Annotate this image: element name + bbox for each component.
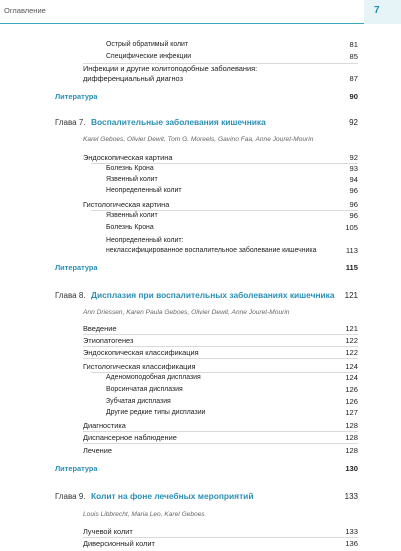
divider [83,431,358,432]
toc-entry-title: Зубчатая дисплазия [106,398,171,405]
toc-entry-page: 92 [349,118,358,127]
toc-entry-page: 96 [349,200,358,209]
page-number: 7 [374,5,380,16]
toc-entry-title: Язвенный колит [106,176,158,183]
header-rule [0,23,364,24]
toc-entry-title: Аденомоподобная дисплазия [106,374,201,381]
chapter-heading[interactable] [0,492,401,504]
page-header [0,0,401,24]
chapter-authors [0,510,401,522]
toc-entry-page: 133 [345,527,358,536]
toc-entry-page: 94 [349,175,358,184]
divider [83,334,358,335]
toc-entry-title: Диверсионный колит [83,539,155,548]
toc-entry-page: 121 [344,291,358,300]
toc-entry[interactable] [0,211,401,223]
toc-literature[interactable] [0,92,401,104]
toc-entry-title: Лечение [83,446,112,455]
toc-entry-title: Гистологическая картина [83,200,170,209]
toc-entry-title: Эндоскопическая картина [83,153,173,162]
page-number-badge [364,0,401,24]
toc-entry[interactable] [0,40,401,52]
toc-entry-page: 87 [349,74,358,83]
toc-entry-title: Неопределенный колит [106,187,182,194]
toc-entry[interactable] [0,539,401,551]
toc-entry-page: 92 [349,153,358,162]
divider [83,358,358,359]
chapter-heading[interactable] [0,118,401,130]
toc-entry-title: Диспансерное наблюдение [83,433,177,442]
toc-entry-page: 136 [345,539,358,548]
toc-entry-title: Ворсинчатая дисплазия [106,386,183,393]
toc-entry[interactable] [0,373,401,385]
toc-entry[interactable] [0,385,401,397]
toc-entry[interactable] [0,74,401,86]
toc-entry[interactable] [0,186,401,198]
toc-entry-title: Литература [55,263,98,272]
toc-literature[interactable] [0,263,401,275]
toc-entry-page: 128 [345,421,358,430]
toc-entry-page: 128 [345,433,358,442]
toc-entry-title: дифференциальный диагноз [83,74,183,83]
toc-entry-title: Гистологическая классификация [83,362,196,371]
toc-entry-page: 128 [345,446,358,455]
authors-text: Ann Driessen, Karen Paula Geboes, Olivier Dewit, Anne Jouret-Mourin [83,309,290,316]
toc-entry[interactable] [0,408,401,420]
toc-entry-page: 124 [345,362,358,371]
toc-entry-page: 96 [349,211,358,220]
divider [83,346,358,347]
chapter-title: Дисплазия при воспалительных заболеваниях кишечника [91,290,335,300]
toc-entry-page: 133 [344,492,358,501]
toc-entry-page: 121 [345,324,358,333]
toc-entry-title: Острый обратимый колит [106,41,189,48]
divider [83,537,358,538]
toc-entry-title: Специфические инфекции [106,53,192,60]
toc-entry-page: 127 [345,408,358,417]
toc-entry-page: 81 [349,40,358,49]
toc-entry-title: Инфекции и другие колитоподобные заболевания: [83,64,258,73]
toc-entry[interactable] [0,246,401,258]
toc-entry-title: Литература [55,464,98,473]
toc-entry-title: Болезнь Крона [106,224,154,231]
divider [83,443,358,444]
toc-literature[interactable] [0,464,401,476]
toc-entry-page: 124 [345,373,358,382]
toc-entry-page: 130 [345,464,358,473]
chapter-label: Глава 8. [55,291,86,300]
toc-entry-page: 115 [345,263,358,272]
chapter-title: Колит на фоне лечебных мероприятий [91,491,254,501]
chapter-label: Глава 9. [55,492,86,501]
toc-entry[interactable] [0,223,401,235]
chapter-authors [0,135,401,147]
chapter-label: Глава 7. [55,118,86,127]
toc-entry[interactable] [0,446,401,458]
toc-entry-page: 122 [345,336,358,345]
toc-entry-title: Лучевой колит [83,527,133,536]
toc-entry-title: Этиопатогенез [83,336,134,345]
toc-entry-title: Другие редкие типы дисплазии [106,409,206,416]
toc-entry-title: Диагностика [83,421,126,430]
toc-entry-page: 93 [349,164,358,173]
toc-entry-page: 90 [349,92,358,101]
chapter-authors [0,308,401,320]
toc-entry-title: Болезнь Крона [106,165,154,172]
toc-entry-title: Эндоскопическая классификация [83,348,199,357]
toc-entry-page: 126 [345,397,358,406]
toc-entry-page: 113 [345,246,358,255]
toc-entry-title: Язвенный колит [106,212,158,219]
chapter-heading[interactable] [0,291,401,303]
toc-entry-page: 96 [349,186,358,195]
toc-entry-title: неклассифицированное воспалительное заболевание кишечника [106,247,317,254]
toc-entry-page: 126 [345,385,358,394]
section-title: Оглавление [4,6,46,15]
toc-entry-page: 105 [345,223,358,232]
authors-text: Louis Libbrecht, Maria Leo, Karel Geboes [83,511,205,518]
authors-text: Karel Geboes, Olivier Dewit, Tom G. Moreels, Gavino Faa, Anne Jouret-Mourin [83,136,314,143]
toc-entry-title: Введение [83,324,117,333]
chapter-title: Воспалительные заболевания кишечника [91,117,266,127]
toc-entry-title: Литература [55,92,98,101]
toc-entry-page: 122 [345,348,358,357]
toc-entry-title: Неопределенный колит: [106,237,184,244]
toc-entry-page: 85 [349,52,358,61]
